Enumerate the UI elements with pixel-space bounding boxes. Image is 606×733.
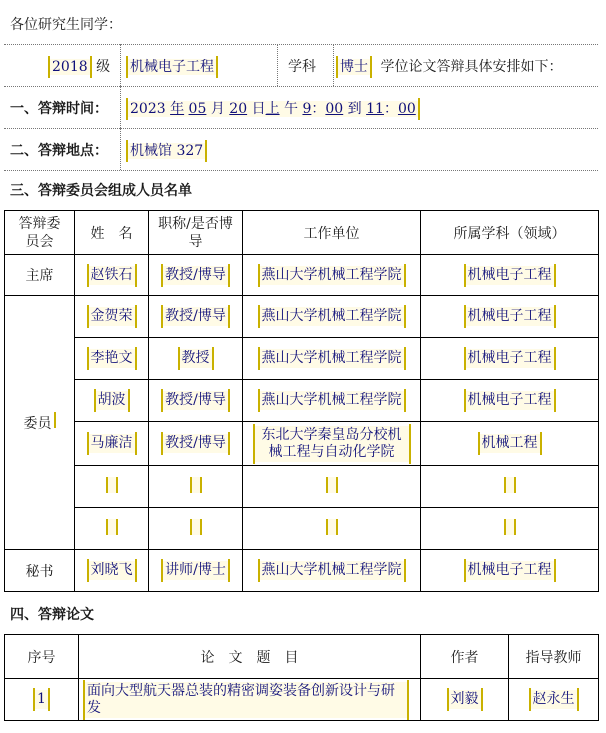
member-name[interactable]: 李艳文 <box>87 349 137 368</box>
member-title[interactable]: 教授 <box>178 349 214 368</box>
time-year[interactable]: 2023 <box>130 101 166 117</box>
thesis-title-row <box>4 592 598 635</box>
empty-field-field[interactable] <box>504 519 516 535</box>
member-title[interactable]: 教授/博导 <box>161 434 230 453</box>
thesis-topic[interactable]: 面向大型航天器总装的精密调姿装备创新设计与研发 <box>83 682 409 718</box>
member-name[interactable]: 胡波 <box>94 391 130 410</box>
grade-suffix: 级 <box>96 59 111 75</box>
intro-seg-subject <box>277 44 334 86</box>
place-label: 二、答辩地点： <box>10 143 108 159</box>
role-member <box>5 296 75 550</box>
empty-field-field[interactable] <box>504 477 516 493</box>
major-field[interactable]: 机械电子工程 <box>126 59 218 75</box>
member-unit[interactable]: 燕山大学机械工程学院 <box>258 349 406 368</box>
ampm-unit: 午 <box>284 101 299 117</box>
chair-row <box>5 255 599 296</box>
place-field[interactable]: 机械馆 327 <box>126 143 207 159</box>
member-unit[interactable]: 东北大学秦皇岛分校机械工程与自动化学院 <box>253 426 411 462</box>
member-row <box>5 338 599 380</box>
header-unit: 工作单位 <box>243 211 421 255</box>
secretary-title[interactable]: 讲师/博士 <box>161 561 230 580</box>
time-month[interactable]: 05 <box>188 101 207 117</box>
thesis-table <box>4 634 599 721</box>
committee-header-row <box>5 211 599 255</box>
member-title[interactable]: 教授/博导 <box>161 307 230 326</box>
empty-member-row <box>5 466 599 508</box>
member-row <box>5 380 599 422</box>
year-unit: 年 <box>170 101 185 117</box>
thesis-author[interactable]: 刘毅 <box>447 690 483 709</box>
member-title[interactable]: 教授/博导 <box>161 391 230 410</box>
time-field[interactable] <box>126 98 420 118</box>
start-hour[interactable]: 9 <box>302 101 312 117</box>
colon-1: ： <box>311 101 326 117</box>
header-author: 作者 <box>421 635 509 679</box>
member-row <box>5 422 599 466</box>
member-name[interactable]: 金贺荣 <box>87 307 137 326</box>
empty-member-row <box>5 508 599 550</box>
member-row <box>5 296 599 338</box>
place-row <box>4 128 598 171</box>
thesis-row <box>5 679 599 721</box>
empty-title-field[interactable] <box>190 477 202 493</box>
secretary-name[interactable]: 刘晓飞 <box>87 561 137 580</box>
grade-year-field[interactable]: 2018 <box>48 59 92 75</box>
member-unit[interactable]: 燕山大学机械工程学院 <box>258 391 406 410</box>
intro-row <box>4 44 598 87</box>
secretary-unit[interactable]: 燕山大学机械工程学院 <box>258 561 406 580</box>
member-role-bracket <box>52 412 56 428</box>
thesis-no[interactable]: 1 <box>33 690 50 709</box>
chair-unit[interactable]: 燕山大学机械工程学院 <box>258 266 406 285</box>
intro-tail: 学位论文答辩具体安排如下： <box>380 59 563 75</box>
member-unit[interactable]: 燕山大学机械工程学院 <box>258 307 406 326</box>
committee-title: 三、答辩委员会组成人员名单 <box>10 183 192 199</box>
thesis-title: 四、答辩论文 <box>10 607 94 623</box>
header-name: 姓 名 <box>75 211 149 255</box>
month-unit: 月 <box>210 101 225 117</box>
header-no: 序号 <box>5 635 79 679</box>
empty-unit-field[interactable] <box>326 519 338 535</box>
start-minute[interactable]: 00 <box>325 101 344 117</box>
empty-name-field[interactable] <box>106 519 118 535</box>
header-topic: 论 文 题 目 <box>79 635 421 679</box>
role-chair: 主席 <box>5 255 75 296</box>
role-member-label: 委员 <box>23 416 52 432</box>
empty-title-field[interactable] <box>190 519 202 535</box>
thesis-header-row <box>5 635 599 679</box>
member-field[interactable]: 机械电子工程 <box>464 391 556 410</box>
greeting-row <box>4 0 598 45</box>
secretary-row <box>5 550 599 592</box>
member-name[interactable]: 马廉洁 <box>87 434 137 453</box>
member-field[interactable]: 机械工程 <box>478 434 542 453</box>
chair-title[interactable]: 教授/博导 <box>161 266 230 285</box>
header-title: 职称/是否博导 <box>149 211 243 255</box>
committee-table <box>4 210 599 592</box>
greeting-text: 各位研究生同学： <box>10 17 122 33</box>
end-minute[interactable]: 00 <box>397 101 416 117</box>
header-role: 答辩委员会 <box>5 211 75 255</box>
empty-name-field[interactable] <box>106 477 118 493</box>
role-secretary: 秘书 <box>5 550 75 592</box>
time-label: 一、答辩时间： <box>10 101 108 117</box>
end-hour[interactable]: 11 <box>366 101 384 117</box>
time-row <box>4 86 598 129</box>
time-ampm[interactable]: 上 <box>265 101 280 117</box>
empty-unit-field[interactable] <box>326 477 338 493</box>
chair-field[interactable]: 机械电子工程 <box>464 266 556 285</box>
secretary-field[interactable]: 机械电子工程 <box>464 561 556 580</box>
header-field: 所属学科（领域） <box>421 211 599 255</box>
degree-field[interactable]: 博士 <box>336 59 372 75</box>
header-advisor: 指导教师 <box>509 635 599 679</box>
member-field[interactable]: 机械电子工程 <box>464 349 556 368</box>
to-label: 到 <box>347 101 362 117</box>
colon-2: ： <box>383 101 398 117</box>
time-day[interactable]: 20 <box>229 101 248 117</box>
thesis-advisor[interactable]: 赵永生 <box>529 690 579 709</box>
member-field[interactable]: 机械电子工程 <box>464 307 556 326</box>
subject-label: 学科 <box>288 59 316 75</box>
day-unit: 日 <box>251 101 266 117</box>
chair-name[interactable]: 赵铁石 <box>87 266 137 285</box>
